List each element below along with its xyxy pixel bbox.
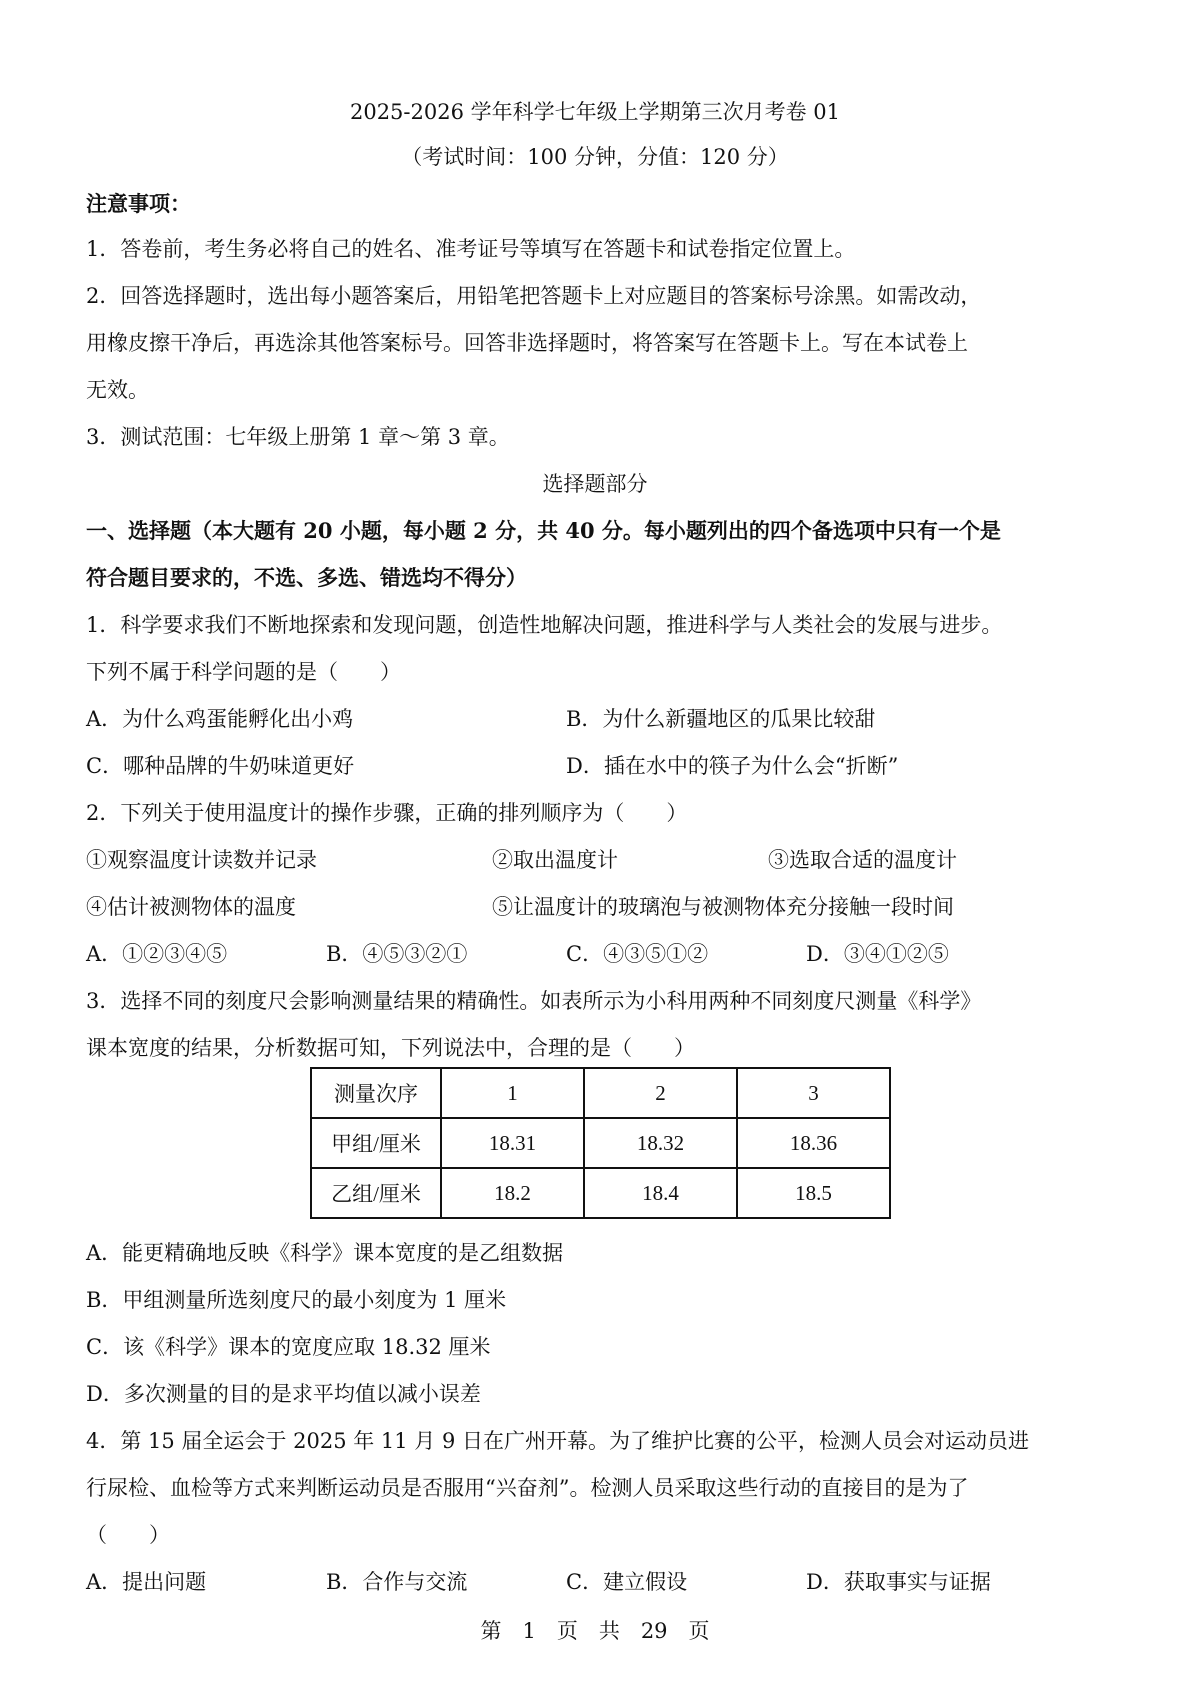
table-cell: 18.2 [441, 1168, 584, 1218]
q3-stem-line-2: 课本宽度的结果，分析数据可知，下列说法中，合理的是（ ） [86, 1036, 695, 1060]
notice-item-2-line-3: 无效。 [86, 378, 149, 402]
q3-stem-line-1: 3．选择不同的刻度尺会影响测量结果的精确性。如表所示为小科用两种不同刻度尺测量《科学》 [86, 989, 982, 1013]
table-row [311, 1168, 890, 1218]
q2-step-3: ③选取合适的温度计 [768, 848, 957, 872]
notice-item-2-line-2: 用橡皮擦干净后，再选涂其他答案标号。回答非选择题时，将答案写在答题卡上。写在本试卷上 [86, 331, 968, 355]
q4-stem-line-2: 行尿检、血检等方式来判断运动员是否服用“兴奋剂”。检测人员采取这些行动的直接目的是为了 [86, 1476, 969, 1500]
table-cell: 18.31 [441, 1118, 584, 1168]
table-cell: 18.5 [737, 1168, 890, 1218]
q2-step-2: ②取出温度计 [492, 848, 618, 872]
notice-heading: 注意事项： [86, 191, 191, 216]
notice-item-1: 1．答卷前，考生务必将自己的姓名、准考证号等填写在答题卡和试卷指定位置上。 [86, 237, 856, 261]
table-cell: 乙组/厘米 [311, 1168, 441, 1218]
q1-option-d: D．插在水中的筷子为什么会“折断” [566, 754, 899, 778]
q2-option-a: A．①②③④⑤ [86, 942, 228, 966]
table-cell: 甲组/厘米 [311, 1118, 441, 1168]
table-header-cell: 1 [441, 1068, 584, 1118]
q1-option-c: C．哪种品牌的牛奶味道更好 [86, 754, 355, 778]
q4-stem-line-3: （ ） [86, 1523, 170, 1547]
q2-step-4: ④估计被测物体的温度 [86, 895, 296, 919]
notice-item-2-line-1: 2．回答选择题时，选出每小题答案后，用铅笔把答题卡上对应题目的答案标号涂黑。如需改动， [86, 284, 982, 308]
part1-heading-line-2: 符合题目要求的，不选、多选、错选均不得分） [86, 565, 527, 590]
exam-title: 2025-2026 学年科学七年级上学期第三次月考卷 01 [349, 100, 841, 124]
q2-option-d: D．③④①②⑤ [806, 942, 949, 966]
q2-option-c: C．④③⑤①② [566, 942, 709, 966]
q4-option-a: A．提出问题 [86, 1570, 207, 1594]
q4-option-c: C．建立假设 [566, 1570, 688, 1594]
page-footer: 第 1 页 共 29 页 [480, 1619, 710, 1643]
part1-heading-line-1: 一、选择题（本大题有 20 小题，每小题 2 分，共 40 分。每小题列出的四个备选项中只有一个是 [86, 518, 1001, 543]
q1-stem-line-2: 下列不属于科学问题的是（ ） [86, 660, 401, 684]
table-header-cell: 2 [584, 1068, 737, 1118]
table-header-cell: 测量次序 [311, 1068, 441, 1118]
table-cell: 18.4 [584, 1168, 737, 1218]
q2-option-b: B．④⑤③②① [326, 942, 468, 966]
q2-step-1: ①观察温度计读数并记录 [86, 848, 317, 872]
table-cell: 18.32 [584, 1118, 737, 1168]
section-label: 选择题部分 [542, 472, 648, 496]
table-row [311, 1118, 890, 1168]
q4-stem-line-1: 4．第 15 届全运会于 2025 年 11 月 9 日在广州开幕。为了维护比赛的公平，检测人员会对运动员进 [86, 1429, 1030, 1453]
q4-option-d: D．获取事实与证据 [806, 1570, 991, 1594]
exam-subtitle: （考试时间：100 分钟，分值：120 分） [401, 145, 789, 169]
q1-option-b: B．为什么新疆地区的瓜果比较甜 [566, 707, 876, 731]
q3-option-b: B．甲组测量所选刻度尺的最小刻度为 1 厘米 [86, 1288, 507, 1312]
q3-option-d: D．多次测量的目的是求平均值以减小误差 [86, 1382, 481, 1406]
table-header-row [311, 1068, 890, 1118]
table-header-cell: 3 [737, 1068, 890, 1118]
q2-step-5: ⑤让温度计的玻璃泡与被测物体充分接触一段时间 [492, 895, 954, 919]
q4-option-b: B．合作与交流 [326, 1570, 468, 1594]
q3-option-c: C．该《科学》课本的宽度应取 18.32 厘米 [86, 1335, 491, 1359]
q3-option-a: A．能更精确地反映《科学》课本宽度的是乙组数据 [86, 1241, 564, 1265]
q1-stem-line-1: 1．科学要求我们不断地探索和发现问题，创造性地解决问题，推进科学与人类社会的发展与进步。 [86, 613, 1003, 637]
q1-option-a: A．为什么鸡蛋能孵化出小鸡 [86, 707, 354, 731]
q2-stem: 2．下列关于使用温度计的操作步骤，正确的排列顺序为（ ） [86, 801, 688, 825]
measurement-table [310, 1067, 891, 1219]
table-cell: 18.36 [737, 1118, 890, 1168]
notice-item-3: 3．测试范围：七年级上册第 1 章～第 3 章。 [86, 425, 510, 449]
